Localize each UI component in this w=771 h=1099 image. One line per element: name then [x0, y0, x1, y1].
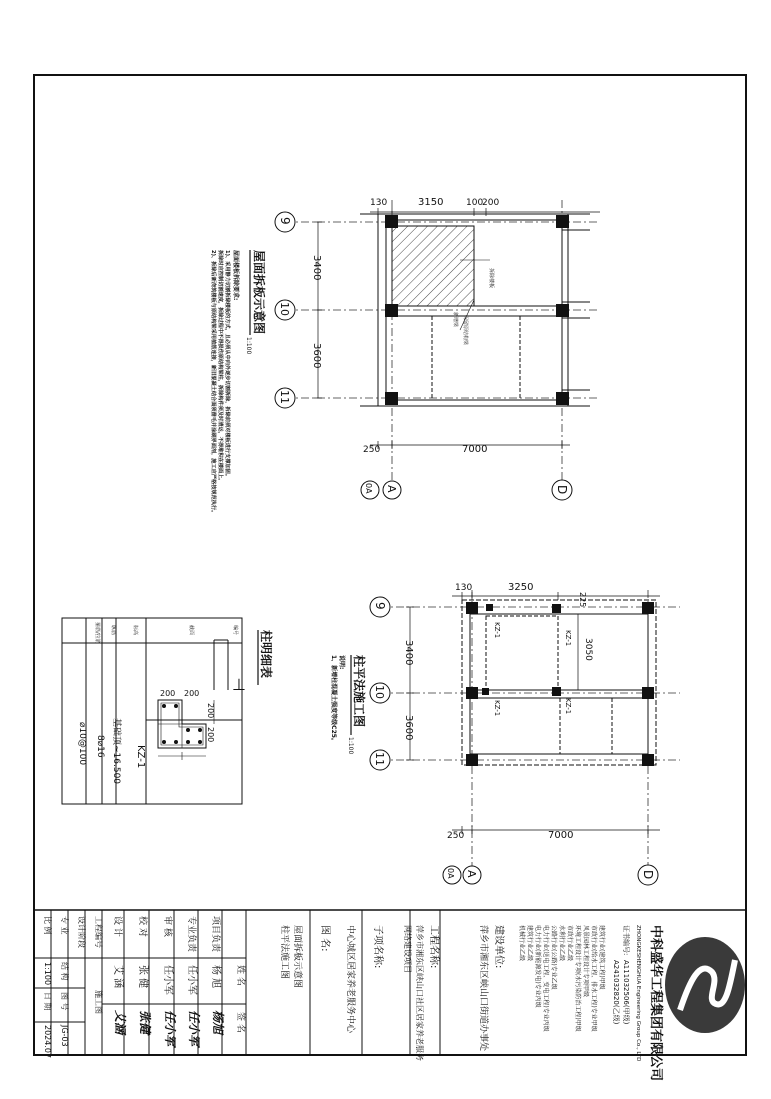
axis-0a-roof: 0A: [364, 483, 373, 494]
roof-plan-title: 屋面拆板示意图: [252, 250, 266, 335]
col-sign-header: 签 名: [235, 1012, 245, 1033]
person-name: 任小军: [162, 965, 173, 995]
cert-number-2: A241032820(乙级): [612, 960, 620, 1025]
kz1-tag-c: KZ-1: [493, 700, 501, 717]
th-code: 编号: [232, 625, 238, 636]
col-name-header: 姓 名: [235, 965, 245, 986]
date-value: 2024.07: [43, 1025, 52, 1059]
project-no-label: 工程编号: [94, 916, 103, 948]
section-dim-200c: 200: [206, 703, 215, 719]
drawing-name-1: 屋面拆板示意图: [292, 925, 302, 989]
kz1-tag-b: KZ-1: [564, 630, 572, 647]
dim-200: 200: [482, 198, 500, 208]
label-demolish: 拆除楼板: [488, 268, 494, 289]
qualification-line: 市政行业乙级: [566, 925, 573, 962]
column-section-sketch: [158, 640, 228, 760]
company-name-en: ZHONGKESHENGHUA Engineering Group Co., LTD: [635, 925, 641, 1062]
section-dim-200b: 200: [184, 689, 200, 698]
cdim-250: 250: [447, 831, 465, 841]
roof-plan-scale: 1:100: [245, 337, 252, 355]
kz1-tag-a: KZ-1: [493, 622, 501, 639]
person-role: 项目负责: [210, 916, 220, 953]
person-name: 张 健: [137, 965, 148, 989]
axis-9-col: 9: [373, 602, 387, 610]
qualification-line: 市政行业(给水工程、排水工程)专业甲级: [590, 925, 597, 1032]
th-stirrup: 箍筋/拉筋: [94, 622, 100, 644]
column-note: 1、新增柱混凝土强度等级C25。: [330, 655, 337, 744]
qualification-line: 建筑行业乙级: [526, 925, 533, 962]
axis-11-col: 11: [373, 752, 386, 766]
person-signature: 张健: [138, 1010, 152, 1035]
axis-10-col: 10: [373, 685, 386, 699]
drawing-no: JG-03: [60, 1025, 69, 1047]
col-code-value: KZ-1: [135, 745, 146, 769]
label-keep-beam: 保留原结构梁: [462, 315, 468, 346]
th-rebar: 纵筋: [110, 625, 116, 636]
client-label: 建设单位:: [493, 925, 504, 969]
axis-10-roof: 10: [278, 302, 291, 316]
dim-250: 250: [363, 445, 381, 455]
column-notes-heading: 说明:: [338, 655, 345, 670]
col-elevation-value: 基础顶~16.500: [111, 718, 121, 785]
cdim-3600: 3600: [403, 715, 414, 741]
project-line-2: 网络建设项目: [403, 925, 412, 973]
client-name: 萍乡市湘东区峡山口街道办事处: [478, 925, 488, 1052]
qualification-line: 环境工程设计专项(水污染防治工程)甲级: [574, 925, 581, 1032]
person-role: 校 对: [137, 916, 147, 937]
cdim-7000: 7000: [548, 830, 574, 841]
subitem-label: 子项名称:: [372, 925, 383, 969]
column-plan-scale: 1:100: [347, 737, 354, 755]
date-label: 日 期: [43, 992, 52, 1011]
axis-d-roof: D: [555, 485, 569, 495]
roof-plan: [209, 197, 600, 515]
column-schedule: [62, 618, 274, 804]
th-elevation: 标高: [132, 625, 138, 636]
scale-value: 1:100: [43, 962, 52, 986]
th-section: 截面: [188, 625, 194, 636]
dim-7000: 7000: [462, 444, 488, 455]
qualification-line: 风景园林工程设计专项甲级: [582, 925, 589, 998]
drawing-no-label: 图 号: [60, 992, 69, 1011]
section-dim-200d: 200: [206, 727, 215, 743]
axis-a-roof: A: [385, 485, 398, 493]
major-label: 专 业: [60, 916, 69, 935]
major-value: 结 构: [60, 962, 69, 981]
axis-d-col: D: [641, 870, 655, 880]
axis-9-roof: 9: [278, 217, 292, 225]
dim-3150: 3150: [418, 197, 444, 208]
qualification-line: 机械行业乙级: [518, 925, 525, 962]
cdim-3400: 3400: [403, 640, 414, 666]
section-cross-mark: ⊥: [232, 675, 246, 694]
dim-130: 130: [370, 198, 388, 208]
scale-label: 比 例: [43, 916, 52, 935]
person-signature: 任小军: [163, 1010, 177, 1047]
axis-11-roof: 11: [278, 390, 291, 404]
person-signature: 任小军: [187, 1010, 201, 1047]
column-plan: [330, 582, 680, 885]
dim-3400: 3400: [311, 255, 322, 281]
kz1-tag-d: KZ-1: [564, 698, 572, 715]
qualification-line: 电力行业(新能源发电)专业丙级: [534, 925, 541, 1008]
qualification-line: 电力行业(送电工程、变电工程)专业丙级: [542, 925, 549, 1032]
person-role: 审 核: [162, 916, 172, 937]
project-label: 工程名称:: [428, 925, 439, 969]
drawing-name-label: 图 名:: [319, 925, 330, 952]
roof-notes-heading: 屋面楼板拆除要求:: [232, 250, 239, 301]
qualification-list: [518, 925, 606, 1032]
label-new-beam: 新增梁: [452, 312, 458, 328]
qualification-line: 公路行业(公路)专业乙级: [550, 925, 557, 990]
column-plan-title: 柱平法施工图: [352, 655, 366, 728]
section-dim-200a: 200: [160, 689, 176, 698]
person-role: 设 计: [112, 916, 122, 937]
roof-note-3: 2)、拆除后新浇筑楼板与原结构梁采用植筋连接，新旧混凝土结合面须凿毛并涂刷界面剂，施工应严格按规范执行。: [210, 250, 216, 516]
axis-0a-col: 0A: [446, 868, 455, 879]
axis-a-col: A: [465, 870, 478, 878]
col-rebar-value: 8⌀16: [95, 735, 105, 758]
company-name: 中科盛华工程集团有限公司: [648, 925, 663, 1082]
roof-note-2: 拆除时应控制切割速度，拆除过程中不得损伤原结构梁柱，拆除构件须及时清运，不得堆积在楼面上。: [217, 250, 223, 484]
person-role: 专业负责: [186, 916, 196, 953]
project-line-1: 萍乡市湘东区峡山口社区居家养老服务: [415, 925, 424, 1061]
qualification-line: 建筑行业(建筑工程)甲级: [598, 925, 605, 990]
design-stage: 施工图: [94, 990, 103, 1014]
cdim-130: 130: [455, 583, 473, 593]
design-stage-label: 设计阶段: [77, 916, 86, 948]
subitem-name: 中心城区居家养老服务中心: [345, 925, 355, 1034]
drawing-name-2: 柱平法施工图: [279, 925, 289, 980]
dim-3600: 3600: [311, 343, 322, 369]
dim-100: 100: [466, 198, 484, 208]
cert-label: 证书编号:: [622, 925, 630, 956]
person-name: 任小军: [186, 965, 197, 995]
person-name: 艾 涵: [112, 965, 123, 989]
qualification-line: 水利行业乙级: [558, 925, 565, 962]
personnel-rows: [112, 916, 225, 1049]
roof-note-1: 1)、采用静力切割拆除楼板的方式，且必须从中向外逐步切割拆除，拆除前须对楼板进行支撑加固。: [224, 250, 230, 480]
cdim-225: 225: [578, 592, 587, 608]
col-stirrup-value: ⌀10@100: [77, 722, 87, 766]
cdim-3250: 3250: [508, 582, 534, 593]
person-signature: 杨旭: [211, 1010, 225, 1035]
column-table-title: 柱明细表: [259, 630, 273, 679]
person-signature: 艾涵: [113, 1010, 127, 1035]
cdim-3050: 3050: [583, 638, 593, 661]
company-logo: [665, 937, 745, 1033]
cert-number-1: A111032506(甲级): [622, 960, 630, 1025]
person-name: 杨 旭: [210, 965, 221, 989]
